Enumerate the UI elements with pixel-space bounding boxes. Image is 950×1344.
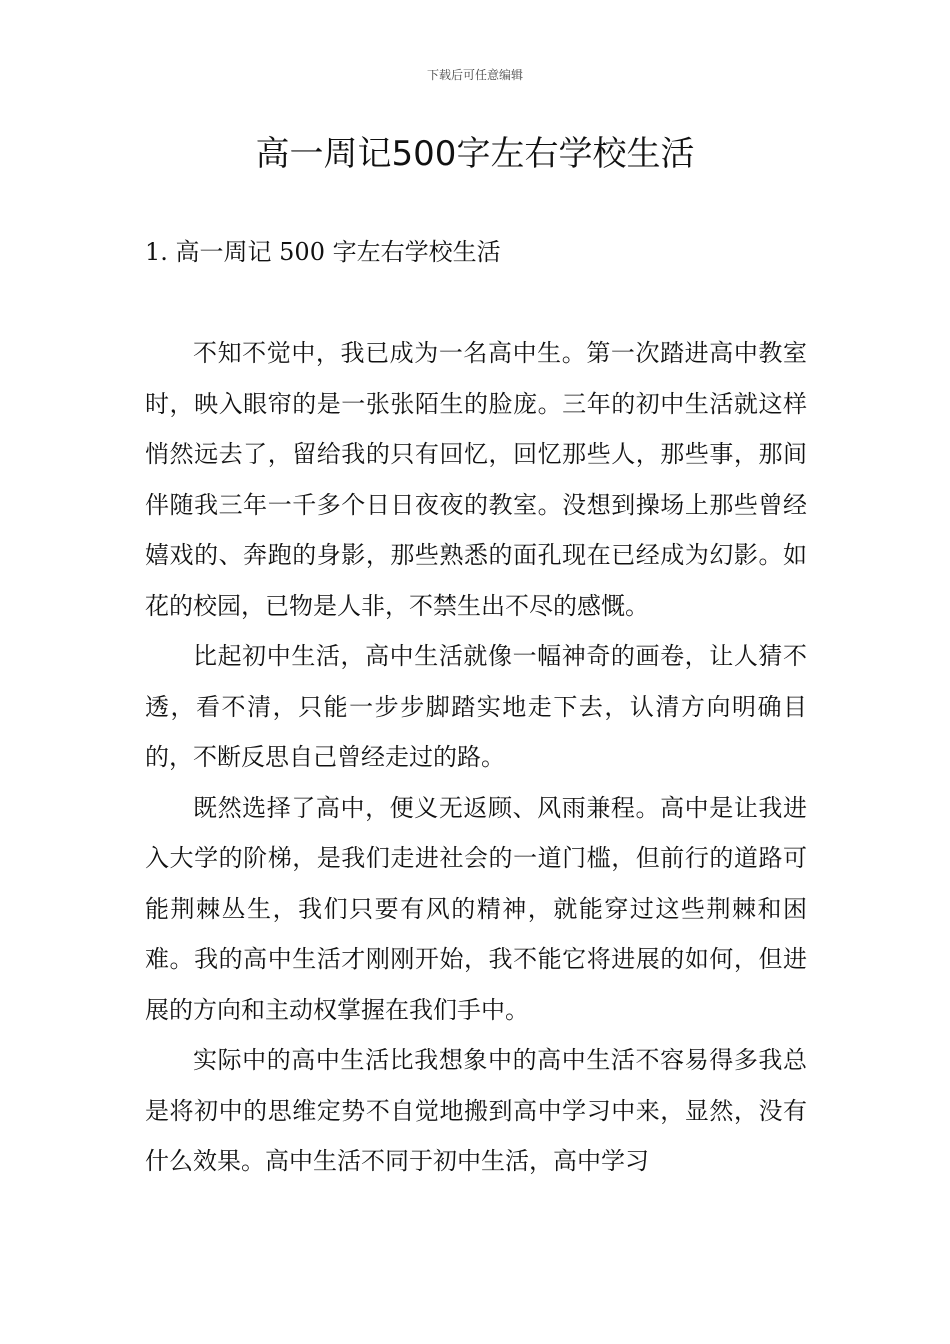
paragraph-4: 实际中的高中生活比我想象中的高中生活不容易得多我总是将初中的思维定势不自觉地搬到高中学习中来，显然，没有什么效果。高中生活不同于初中生活，高中学习 [145, 1046, 807, 1175]
document-title: 高一周记500字左右学校生活 [255, 134, 695, 174]
header-note: 下载后可任意编辑 [426, 68, 523, 82]
document-body [145, 328, 807, 1187]
paragraph-3: 既然选择了高中，便义无返顾、风雨兼程。高中是让我进入大学的阶梯，是我们走进社会的一道门槛，但前行的道路可能荆棘丛生，我们只要有风的精神，就能穿过这些荆棘和困难。我的高中生活才刚刚开始，我不能它将进展的如何，但进展的方向和主动权掌握在我们手中。 [145, 793, 807, 1024]
section-heading: 1. 高一周记 500 字左右学校生活 [145, 238, 501, 266]
paragraph-2: 比起初中生活，高中生活就像一幅神奇的画卷，让人猜不透，看不清，只能一步步脚踏实地走下去，认清方向明确目的，不断反思自己曾经走过的路。 [145, 642, 807, 771]
paragraph-1: 不知不觉中，我已成为一名高中生。第一次踏进高中教室时，映入眼帘的是一张张陌生的脸庞。三年的初中生活就这样悄然远去了，留给我的只有回忆，回忆那些人，那些事，那间伴随我三年一千多个日日夜夜的教室。没想到操场上那些曾经嬉戏的、奔跑的身影，那些熟悉的面孔现在已经成为幻影。如花的校园，已物是人非，不禁生出不尽的感慨。 [145, 339, 807, 620]
